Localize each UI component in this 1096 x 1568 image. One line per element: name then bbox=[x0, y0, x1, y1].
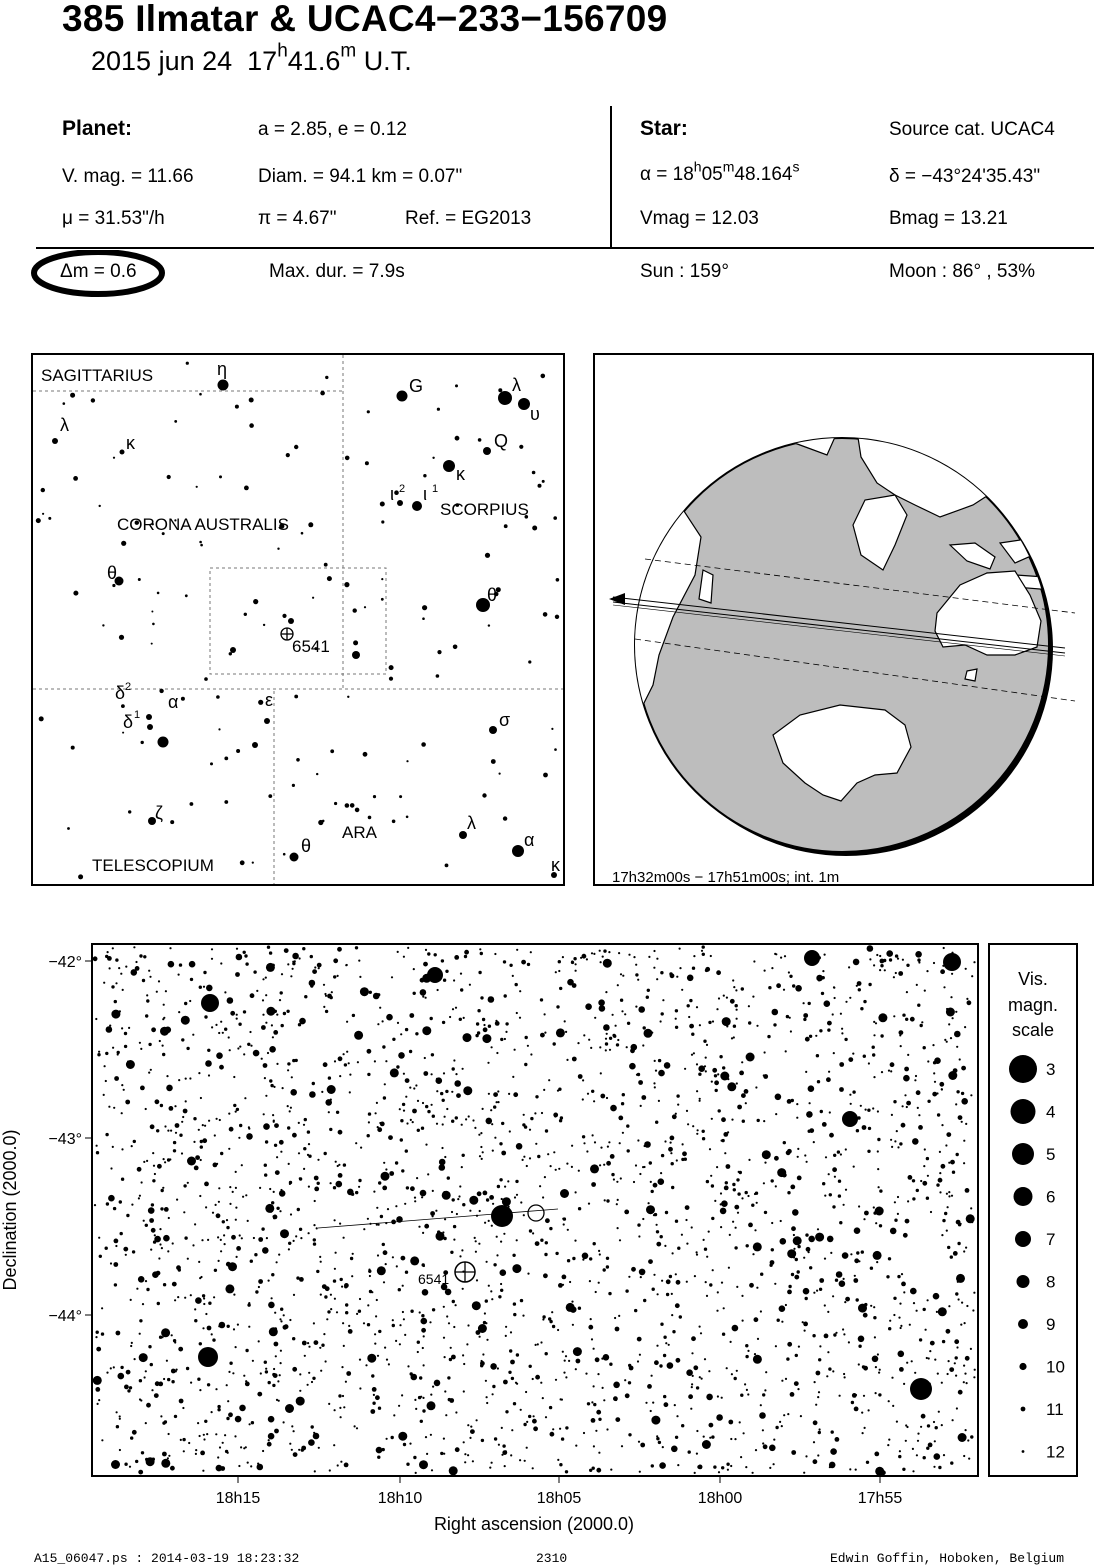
constellation-star bbox=[406, 816, 409, 819]
constellation-star bbox=[157, 592, 160, 595]
y-axis-title: Declination (2000.0) bbox=[0, 1129, 20, 1291]
constellation-star bbox=[367, 410, 370, 413]
constellation-star bbox=[322, 820, 325, 823]
constellation-map-canvas bbox=[33, 355, 563, 884]
star-label-superscript: 2 bbox=[125, 681, 132, 693]
legend-magnitude-dot bbox=[1022, 1450, 1025, 1453]
constellation-name: SAGITTARIUS bbox=[41, 366, 154, 385]
constellation-star bbox=[288, 618, 294, 624]
star-ra-hours: α = 18 bbox=[640, 164, 694, 185]
legend-magnitude-label: 7 bbox=[1046, 1230, 1056, 1249]
ra-tick-label: 18h10 bbox=[377, 1490, 423, 1507]
constellation-star bbox=[412, 501, 422, 511]
star-declination: δ = −43°24'35.43" bbox=[889, 166, 1041, 187]
constellation-star bbox=[159, 689, 163, 693]
star-label: α bbox=[168, 692, 179, 712]
constellation-star bbox=[224, 757, 228, 761]
constellation-star bbox=[181, 697, 185, 701]
constellation-star bbox=[204, 677, 208, 681]
path-direction-arrow-icon bbox=[609, 593, 625, 605]
constellation-star bbox=[503, 816, 507, 820]
constellation-star bbox=[528, 660, 531, 663]
legend-title-line: magn. bbox=[1007, 995, 1059, 1015]
magnitude-legend-canvas bbox=[990, 945, 1076, 1475]
constellation-star bbox=[543, 612, 548, 617]
constellation-star bbox=[308, 522, 313, 527]
dec-tick-label: −44° bbox=[48, 1308, 82, 1325]
constellation-star bbox=[489, 726, 497, 734]
constellation-star bbox=[437, 650, 441, 654]
constellation-star bbox=[286, 453, 290, 457]
legend-magnitude-label: 11 bbox=[1046, 1400, 1064, 1419]
star-right-ascension bbox=[640, 158, 800, 186]
star-label-superscript: 1 bbox=[134, 709, 141, 721]
constellation-star bbox=[437, 408, 440, 411]
star-ra-seconds: 48.164 bbox=[734, 164, 793, 185]
delta-m: Δm = 0.6 bbox=[60, 261, 137, 282]
star-label: Q bbox=[494, 431, 509, 451]
constellation-star bbox=[316, 773, 318, 775]
star-label: θ bbox=[301, 836, 312, 856]
legend-magnitude-label: 3 bbox=[1046, 1060, 1056, 1079]
constellation-star bbox=[244, 486, 249, 491]
constellation-star bbox=[294, 445, 298, 449]
max-duration: Max. dur. = 7.9s bbox=[269, 261, 405, 282]
constellation-star bbox=[432, 457, 434, 459]
star-label: ε bbox=[265, 690, 274, 710]
constellation-star bbox=[459, 831, 467, 839]
constellation-star bbox=[294, 695, 298, 699]
constellation-star bbox=[290, 853, 299, 862]
constellation-star bbox=[186, 362, 189, 365]
constellation-star bbox=[301, 532, 304, 535]
constellation-star bbox=[152, 623, 155, 626]
constellation-star bbox=[482, 793, 486, 797]
footer-author: Edwin Goffin, Hoboken, Belgium bbox=[830, 1551, 1065, 1566]
constellation-map bbox=[31, 353, 565, 886]
constellation-star bbox=[264, 718, 270, 724]
constellation-star bbox=[99, 505, 101, 507]
star-label: υ bbox=[530, 404, 540, 424]
ra-tick-label: 18h15 bbox=[215, 1490, 261, 1507]
constellation-star bbox=[353, 608, 357, 612]
legend-magnitude-dot bbox=[1018, 1319, 1028, 1329]
constellation-star bbox=[282, 614, 286, 618]
hours-unit: h bbox=[277, 40, 288, 62]
constellation-star bbox=[229, 652, 232, 655]
constellation-star bbox=[70, 393, 75, 398]
constellation-star bbox=[240, 860, 245, 865]
constellation-star bbox=[67, 827, 70, 830]
star-label: λ bbox=[512, 375, 521, 395]
star-source-catalog: Source cat. UCAC4 bbox=[889, 119, 1055, 140]
constellation-star bbox=[436, 674, 440, 678]
constellation-boundaries bbox=[33, 355, 563, 884]
constellation-name: TELESCOPIUM bbox=[92, 856, 214, 875]
constellation-star bbox=[397, 500, 403, 506]
legend-entries bbox=[1009, 1055, 1065, 1462]
planet-vmag: V. mag. = 11.66 bbox=[62, 166, 194, 187]
constellation-star bbox=[380, 502, 385, 507]
constellation-star bbox=[455, 384, 458, 387]
constellation-star bbox=[519, 445, 523, 449]
event-datetime bbox=[91, 40, 412, 77]
constellation-star bbox=[121, 704, 125, 708]
constellation-star bbox=[151, 611, 153, 613]
constellation-star bbox=[128, 810, 131, 813]
constellation-star bbox=[48, 517, 51, 520]
constellation-star bbox=[52, 438, 58, 444]
constellation-star bbox=[121, 541, 126, 546]
star-ra-h-unit: h bbox=[693, 158, 702, 175]
constellation-star bbox=[200, 544, 203, 547]
star-label: ι bbox=[423, 484, 427, 504]
star-label: θ bbox=[487, 585, 498, 605]
constellation-star bbox=[91, 398, 95, 402]
constellation-star bbox=[397, 391, 408, 402]
constellation-star bbox=[78, 874, 83, 879]
constellation-star bbox=[113, 457, 115, 459]
constellation-star bbox=[355, 808, 360, 813]
constellation-star bbox=[443, 460, 455, 472]
constellation-star bbox=[389, 677, 393, 681]
constellation-star bbox=[71, 746, 75, 750]
legend-magnitude-label: 10 bbox=[1046, 1357, 1065, 1377]
minutes-unit: m bbox=[340, 40, 357, 62]
legend-magnitude-label: 8 bbox=[1046, 1272, 1056, 1292]
star-label: α bbox=[524, 830, 535, 850]
constellation-star bbox=[498, 391, 512, 405]
constellation-star bbox=[532, 526, 537, 531]
star-label: σ bbox=[499, 710, 511, 730]
constellation-star bbox=[542, 480, 545, 483]
constellation-star bbox=[73, 591, 78, 596]
constellation-star bbox=[344, 582, 349, 587]
legend-magnitude-dot bbox=[1019, 1363, 1026, 1370]
legend-magnitude-label: 5 bbox=[1046, 1145, 1056, 1164]
constellation-name: SCORPIUS bbox=[440, 500, 529, 519]
magnitude-legend bbox=[988, 943, 1078, 1477]
constellation-star bbox=[553, 516, 557, 520]
constellation-star bbox=[102, 624, 104, 626]
constellation-star bbox=[146, 714, 152, 720]
dec-tick-marks bbox=[85, 961, 91, 1315]
constellation-star bbox=[532, 471, 536, 475]
constellation-star bbox=[555, 615, 559, 619]
constellation-star bbox=[249, 398, 254, 403]
constellation-star bbox=[485, 553, 490, 558]
constellation-star bbox=[421, 742, 426, 747]
star-ra-minutes: 05 bbox=[701, 164, 723, 185]
constellation-star bbox=[252, 742, 258, 748]
constellation-star bbox=[518, 398, 530, 410]
constellation-star bbox=[41, 488, 45, 492]
star-label: λ bbox=[467, 813, 476, 833]
constellation-star bbox=[224, 800, 228, 804]
star-label: η bbox=[217, 359, 228, 379]
constellation-star bbox=[365, 461, 369, 465]
constellation-star bbox=[445, 864, 449, 868]
constellation-star bbox=[218, 380, 229, 391]
constellation-star bbox=[210, 762, 213, 765]
star-label: κ bbox=[456, 464, 465, 484]
constellation-star bbox=[112, 584, 115, 587]
constellation-star bbox=[158, 737, 169, 748]
constellation-star bbox=[352, 651, 360, 659]
constellation-star bbox=[330, 749, 334, 753]
constellation-star bbox=[199, 393, 202, 396]
planet-motion: μ = 31.53"/h bbox=[62, 208, 165, 229]
constellation-star bbox=[538, 484, 542, 488]
constellation-star bbox=[353, 640, 358, 645]
constellation-star bbox=[541, 374, 546, 379]
constellation-star bbox=[230, 647, 236, 653]
constellation-star bbox=[151, 643, 153, 645]
constellation-star bbox=[422, 617, 425, 620]
constellation-star bbox=[512, 845, 524, 857]
planet-heading: Planet: bbox=[62, 117, 133, 140]
event-hours: 17 bbox=[247, 46, 278, 76]
constellation-star bbox=[381, 598, 384, 601]
constellation-star bbox=[543, 773, 548, 778]
earth-globe-map bbox=[595, 355, 1092, 884]
constellation-star bbox=[455, 436, 460, 441]
ra-tick-marks bbox=[238, 1477, 880, 1483]
planet-orbit: a = 2.85, e = 0.12 bbox=[258, 119, 407, 140]
constellation-star bbox=[42, 513, 44, 515]
star-heading: Star: bbox=[640, 117, 688, 140]
target-object-label: 6541 bbox=[292, 637, 330, 656]
ra-tick-label: 17h55 bbox=[857, 1490, 903, 1507]
globe-time-caption: 17h32m00s − 17h51m00s; int. 1m bbox=[612, 869, 840, 884]
footer-number: 2310 bbox=[536, 1551, 568, 1566]
x-axis-title: Right ascension (2000.0) bbox=[433, 1514, 635, 1534]
constellation-star bbox=[244, 613, 247, 616]
legend-title-line: scale bbox=[1011, 1020, 1055, 1040]
info-divider-horizontal bbox=[36, 247, 1094, 249]
constellation-star bbox=[141, 741, 144, 744]
star-label: θ bbox=[107, 563, 118, 583]
constellation-star bbox=[39, 716, 44, 721]
constellation-star bbox=[196, 486, 198, 488]
legend-magnitude-dot bbox=[1009, 1055, 1037, 1083]
constellation-star bbox=[504, 524, 508, 528]
star-label: ι bbox=[390, 484, 394, 504]
constellation-star bbox=[368, 816, 372, 820]
star-label: κ bbox=[126, 433, 135, 453]
detail-field-box bbox=[210, 568, 386, 674]
tasmania-landmass bbox=[965, 669, 977, 681]
constellation-star bbox=[292, 784, 295, 787]
constellation-star bbox=[334, 802, 337, 805]
star-label-superscript: 1 bbox=[432, 483, 439, 495]
constellation-star bbox=[119, 635, 124, 640]
constellation-star bbox=[252, 862, 254, 864]
constellation-star bbox=[491, 759, 496, 764]
constellation-star bbox=[324, 563, 328, 567]
constellation-name: ARA bbox=[342, 823, 377, 842]
star-vmag: Vmag = 12.03 bbox=[640, 208, 759, 229]
constellation-star bbox=[277, 548, 279, 550]
ut-label: U.T. bbox=[363, 46, 412, 76]
dec-tick-label: −42° bbox=[48, 954, 82, 971]
legend-magnitude-label: 4 bbox=[1046, 1102, 1056, 1122]
constellation-star bbox=[63, 402, 66, 405]
constellation-star bbox=[453, 645, 458, 650]
constellation-star bbox=[350, 803, 355, 808]
constellation-star bbox=[190, 802, 194, 806]
constellation-star bbox=[556, 578, 560, 582]
constellation-star bbox=[249, 423, 254, 428]
constellation-star bbox=[283, 853, 286, 856]
star-label: λ bbox=[60, 415, 69, 435]
ra-tick-label: 18h00 bbox=[697, 1490, 743, 1507]
constellation-star bbox=[170, 820, 174, 824]
constellation-star bbox=[235, 405, 239, 409]
constellation-star bbox=[268, 794, 272, 798]
star-label-superscript: 2 bbox=[399, 483, 406, 495]
constellation-star bbox=[185, 594, 188, 597]
footer-file-info: A15_06047.ps : 2014-03-19 18:23:32 bbox=[34, 1551, 300, 1566]
planet-parallax: π = 4.67" bbox=[258, 208, 337, 229]
constellation-star bbox=[218, 728, 220, 730]
star-label: ζ bbox=[155, 803, 163, 823]
constellation-star bbox=[147, 724, 153, 730]
constellation-star bbox=[36, 518, 41, 523]
star-label: δ bbox=[123, 712, 134, 732]
constellation-star bbox=[554, 748, 557, 751]
legend-magnitude-label: 9 bbox=[1046, 1315, 1056, 1334]
constellation-star bbox=[296, 758, 300, 762]
star-label: δ bbox=[115, 683, 126, 703]
constellation-star bbox=[345, 803, 350, 808]
constellation-star bbox=[120, 450, 125, 455]
constellation-star bbox=[236, 749, 240, 753]
legend-magnitude-dot bbox=[1011, 1099, 1036, 1124]
star-ra-s-unit: s bbox=[792, 158, 800, 175]
constellation-star bbox=[389, 665, 394, 670]
star-label: G bbox=[409, 376, 424, 396]
legend-magnitude-dot bbox=[1021, 1407, 1026, 1412]
constellation-star bbox=[174, 420, 177, 423]
constellation-star bbox=[258, 700, 263, 705]
constellation-star bbox=[381, 520, 384, 523]
planet-reference: Ref. = EG2013 bbox=[405, 208, 532, 229]
constellation-star bbox=[219, 475, 222, 478]
sun-elongation: Sun : 159° bbox=[640, 261, 729, 282]
constellation-star bbox=[167, 475, 171, 479]
constellation-star bbox=[499, 773, 501, 775]
constellation-name: CORONA AUSTRALIS bbox=[117, 515, 289, 534]
info-divider-vertical bbox=[610, 106, 612, 248]
constellation-star bbox=[364, 606, 366, 608]
constellation-star bbox=[216, 695, 220, 699]
ra-tick-label: 18h05 bbox=[536, 1490, 582, 1507]
constellation-star bbox=[406, 760, 408, 762]
constellation-star bbox=[373, 795, 376, 798]
star-ra-m-unit: m bbox=[722, 158, 735, 175]
constellation-star bbox=[253, 599, 258, 604]
constellation-star bbox=[312, 597, 314, 599]
legend-magnitude-dot bbox=[1012, 1143, 1034, 1165]
legend-magnitude-label: 6 bbox=[1046, 1187, 1056, 1207]
constellation-star bbox=[422, 605, 427, 610]
constellation-star bbox=[551, 728, 553, 730]
constellation-star bbox=[399, 795, 402, 798]
dec-tick-label: −43° bbox=[48, 1131, 82, 1148]
constellation-star bbox=[423, 474, 426, 477]
legend-magnitude-dot bbox=[1017, 1275, 1030, 1288]
constellation-star bbox=[320, 391, 325, 396]
star-bmag: Bmag = 13.21 bbox=[889, 208, 1008, 229]
constellation-star bbox=[392, 820, 396, 824]
constellation-star bbox=[478, 438, 482, 442]
legend-title-line: Vis. bbox=[1018, 969, 1048, 989]
constellation-star bbox=[263, 624, 265, 626]
star-label: κ bbox=[551, 855, 560, 875]
constellation-star bbox=[483, 447, 491, 455]
constellation-star bbox=[345, 456, 350, 461]
planet-diameter: Diam. = 94.1 km = 0.07" bbox=[258, 166, 463, 187]
constellation-star bbox=[325, 376, 328, 379]
constellation-star bbox=[488, 624, 490, 626]
earth-globe-panel bbox=[593, 353, 1094, 886]
legend-magnitude-dot bbox=[1015, 1231, 1031, 1247]
constellation-star bbox=[138, 578, 141, 581]
constellation-star bbox=[73, 476, 78, 481]
event-minutes: 41.6 bbox=[287, 46, 341, 76]
constellation-stars bbox=[36, 362, 559, 880]
constellation-star bbox=[381, 578, 383, 580]
constellation-star bbox=[199, 541, 202, 544]
constellation-star bbox=[498, 388, 502, 392]
star-chart-axes bbox=[0, 900, 1096, 1550]
page-title: 385 Ilmatar & UCAC4−233−156709 bbox=[62, 0, 668, 39]
event-date: 2015 jun 24 bbox=[91, 46, 233, 76]
target-object-label: 6541 bbox=[418, 1271, 450, 1287]
constellation-star bbox=[363, 752, 368, 757]
legend-magnitude-dot bbox=[1014, 1187, 1033, 1206]
moon-info: Moon : 86° , 53% bbox=[889, 261, 1035, 282]
constellation-star bbox=[327, 576, 332, 581]
legend-magnitude-label: 12 bbox=[1046, 1442, 1065, 1462]
constellation-star bbox=[347, 696, 349, 698]
